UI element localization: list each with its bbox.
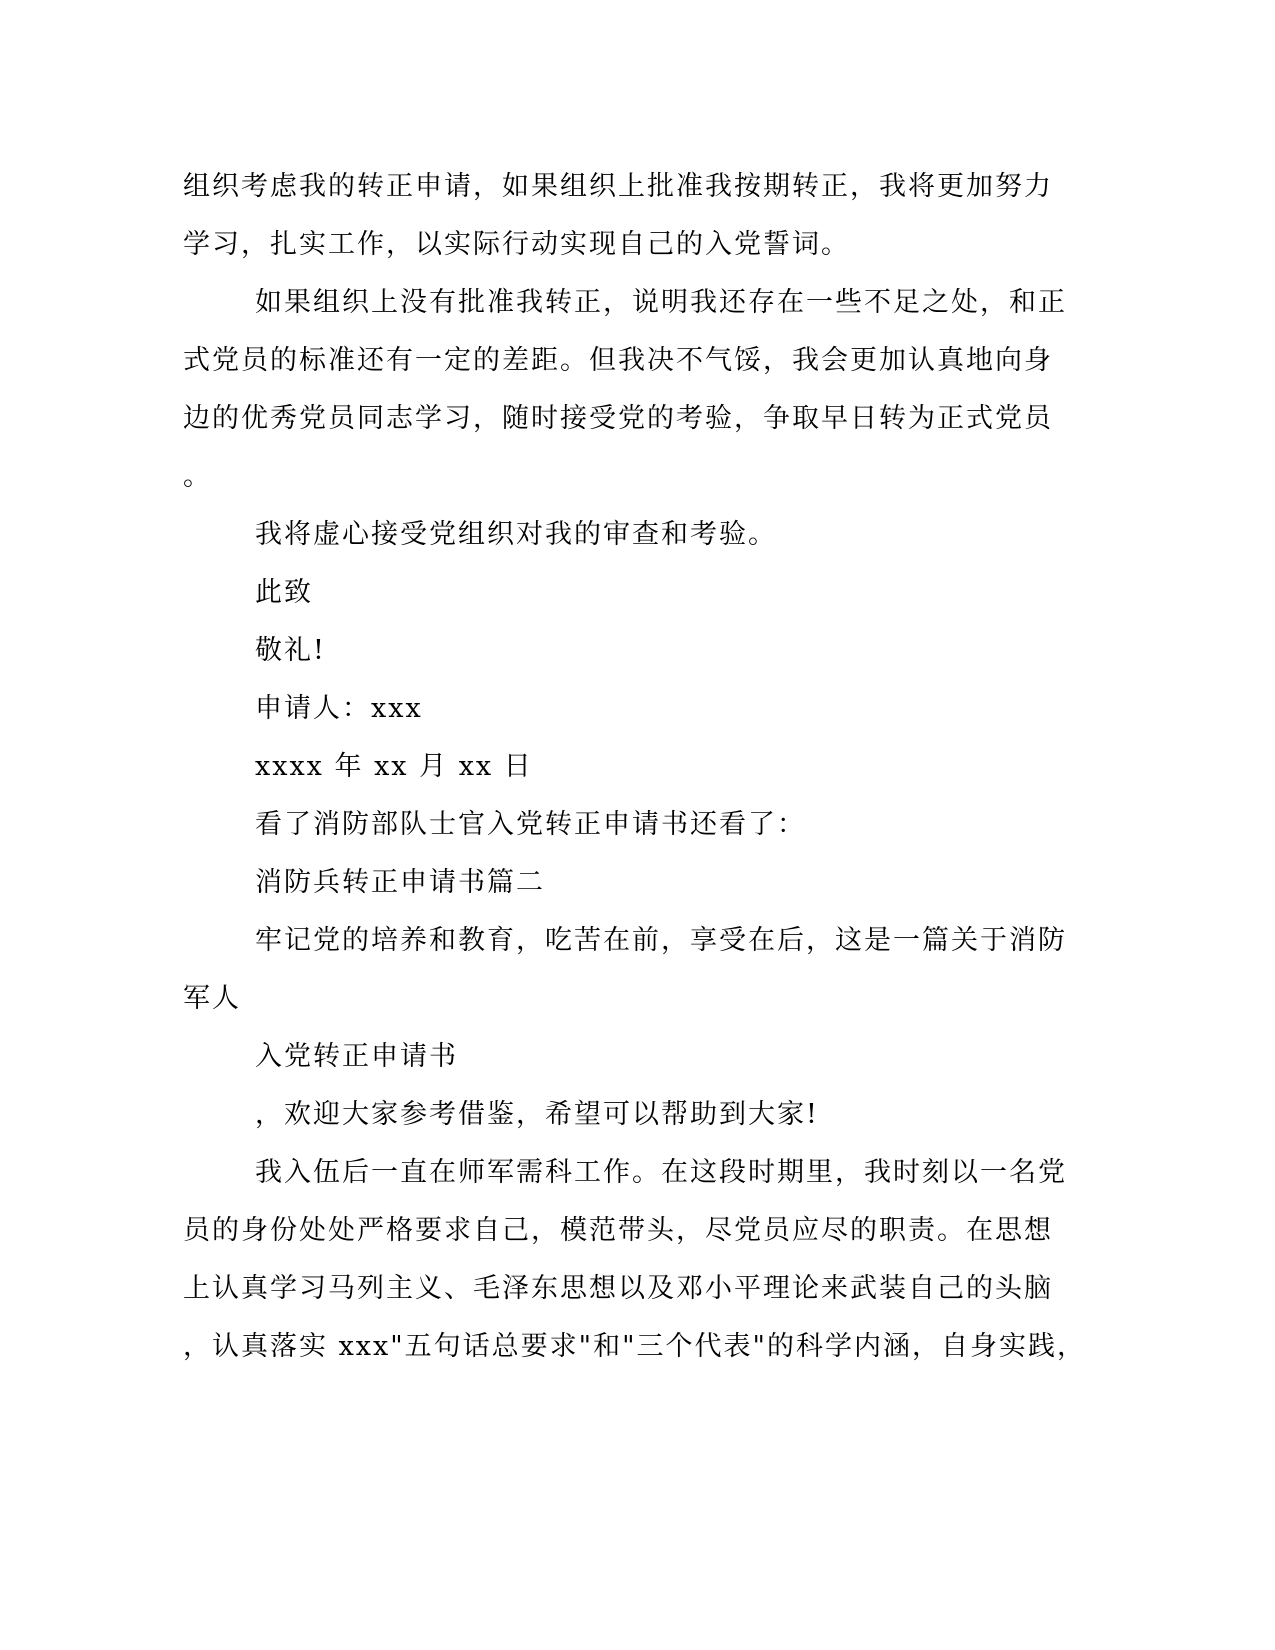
document-line: 军人 <box>183 983 241 1014</box>
document-line: 入党转正申请书 <box>255 1041 458 1072</box>
document-line: 申请人：xxx <box>255 693 423 724</box>
document-line: 如果组织上没有批准我转正，说明我还存在一些不足之处，和正 <box>255 287 1067 318</box>
document-line: ，认真落实 xxx"五句话总要求"和"三个代表"的科学内涵，自身实践， <box>183 1331 1086 1362</box>
document-line: 此致 <box>255 577 313 608</box>
document-line: 我将虚心接受党组织对我的审查和考验。 <box>255 519 777 550</box>
document-line: 消防兵转正申请书篇二 <box>255 867 545 898</box>
document-line: ，欢迎大家参考借鉴，希望可以帮助到大家! <box>255 1099 819 1130</box>
document-line: 上认真学习马列主义、毛泽东思想以及邓小平理论来武装自己的头脑 <box>183 1273 1053 1304</box>
document-line: 我入伍后一直在师军需科工作。在这段时期里，我时刻以一名党 <box>255 1157 1067 1188</box>
document-line: xxxx 年 xx 月 xx 日 <box>255 751 533 782</box>
document-line: 看了消防部队士官入党转正申请书还看了： <box>255 809 806 840</box>
document-line: 学习，扎实工作，以实际行动实现自己的入党誓词。 <box>183 229 850 260</box>
document-line: 牢记党的培养和教育，吃苦在前，享受在后，这是一篇关于消防 <box>255 925 1067 956</box>
document-line: 式党员的标准还有一定的差距。但我决不气馁，我会更加认真地向身 <box>183 345 1053 376</box>
document-line: 组织考虑我的转正申请，如果组织上批准我按期转正，我将更加努力 <box>183 171 1053 202</box>
document-body <box>183 158 1086 1376</box>
document-line: 。 <box>183 461 212 492</box>
document-line: 敬礼! <box>255 635 326 666</box>
document-line: 边的优秀党员同志学习，随时接受党的考验，争取早日转为正式党员 <box>183 403 1053 434</box>
document-line: 员的身份处处严格要求自己，模范带头，尽党员应尽的职责。在思想 <box>183 1215 1053 1246</box>
